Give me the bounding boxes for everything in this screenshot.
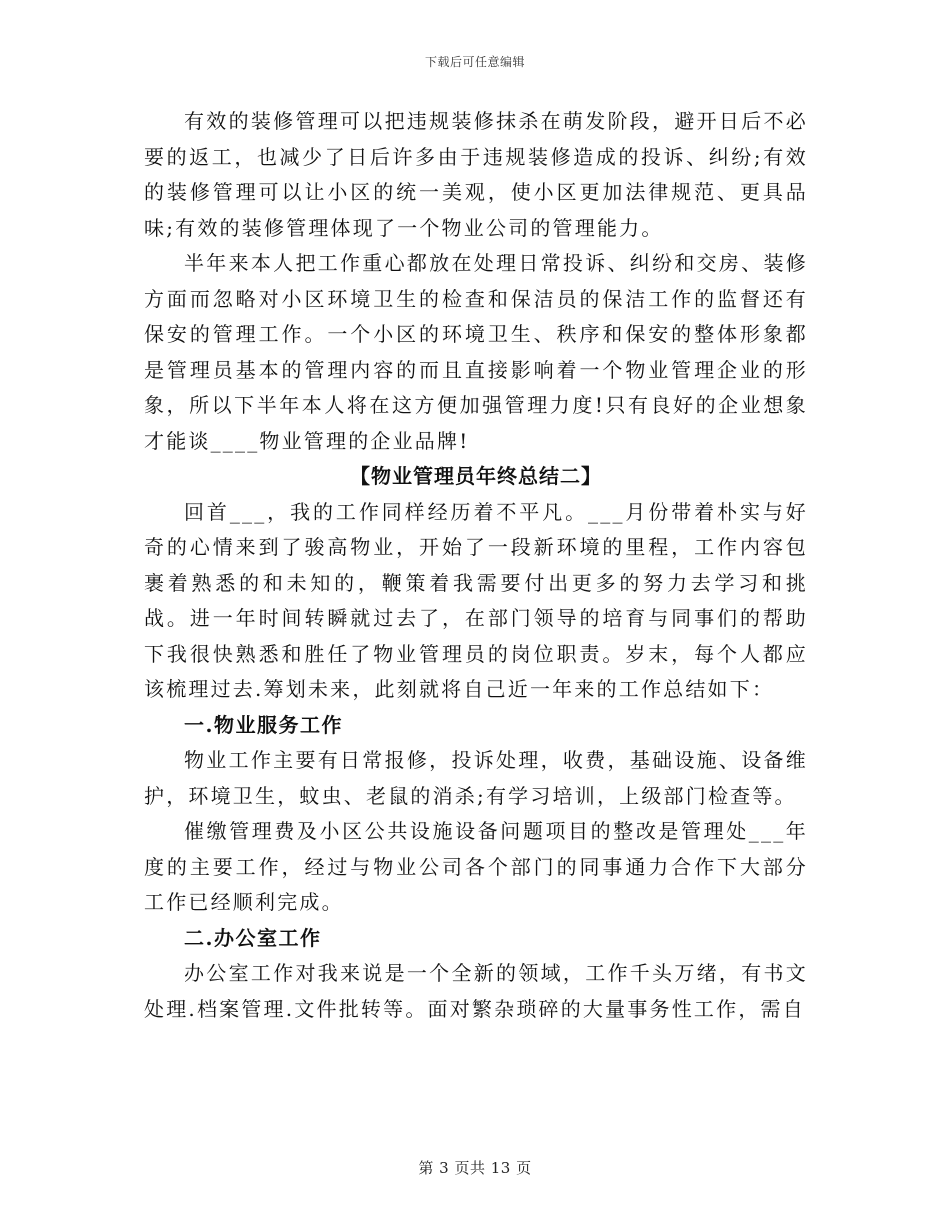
- sub-heading-property-service: 一.物业服务工作: [184, 712, 343, 737]
- paragraph-renovation-management: 有效的装修管理可以把违规装修抹杀在萌发阶段，避开日后不必要的返工，也减少了日后许多由于违规装修造成的投诉、纠纷;有效的装修管理可以让小区的统一美观，使小区更加法律规范、更具品味;有效的装修管理体现了一个物业公司的管理能力。: [144, 109, 808, 240]
- page-header: 下载后可任意编辑: [424, 55, 525, 69]
- document-body: [144, 104, 808, 1027]
- section-title: 【物业管理员年终总结二】: [350, 464, 602, 488]
- paragraph-year-review: 回首___，我的工作同样经历着不平凡。___月份带着朴实与好奇的心情来到了骏高物业，开始了一段新环境的里程，工作内容包裹着熟悉的和未知的，鞭策着我需要付出更多的努力去学习和挑战。进一年时间转瞬就过去了，在部门领导的培育与同事们的帮助下我很快熟悉和胜任了物业管理员的岗位职责。岁末，每个人都应该梳理过去.筹划未来，此刻就将自己近一年来的工作总结如下：: [144, 499, 808, 701]
- paragraph-fee-collection: 催缴管理费及小区公共设施设备问题项目的整改是管理处___年度的主要工作，经过与物业公司各个部门的同事通力合作下大部分工作已经顺利完成。: [144, 819, 808, 914]
- sub-heading-office-work: 二.办公室工作: [184, 925, 322, 950]
- paragraph-half-year-focus: 半年来本人把工作重心都放在处理日常投诉、纠纷和交房、装修方面而忽略对小区环境卫生的检查和保洁员的保洁工作的监督还有保安的管理工作。一个小区的环境卫生、秩序和保安的整体形象都是管理员基本的管理内容的而且直接影响着一个物业管理企业的形象，所以下半年本人将在这方便加强管理力度!只有良好的企业想象才能谈____物业管理的企业品牌!: [144, 251, 808, 453]
- paragraph-property-tasks: 物业工作主要有日常报修，投诉处理，收费，基础设施、设备维护，环境卫生，蚊虫、老鼠的消杀;有学习培训，上级部门检查等。: [144, 748, 808, 808]
- paragraph-office-work: 办公室工作对我来说是一个全新的领域，工作千头万绪，有书文处理.档案管理.文件批转等。面对繁杂琐碎的大量事务性工作，需自: [144, 961, 808, 1021]
- page-footer: 第 3 页共 13 页: [418, 1159, 532, 1177]
